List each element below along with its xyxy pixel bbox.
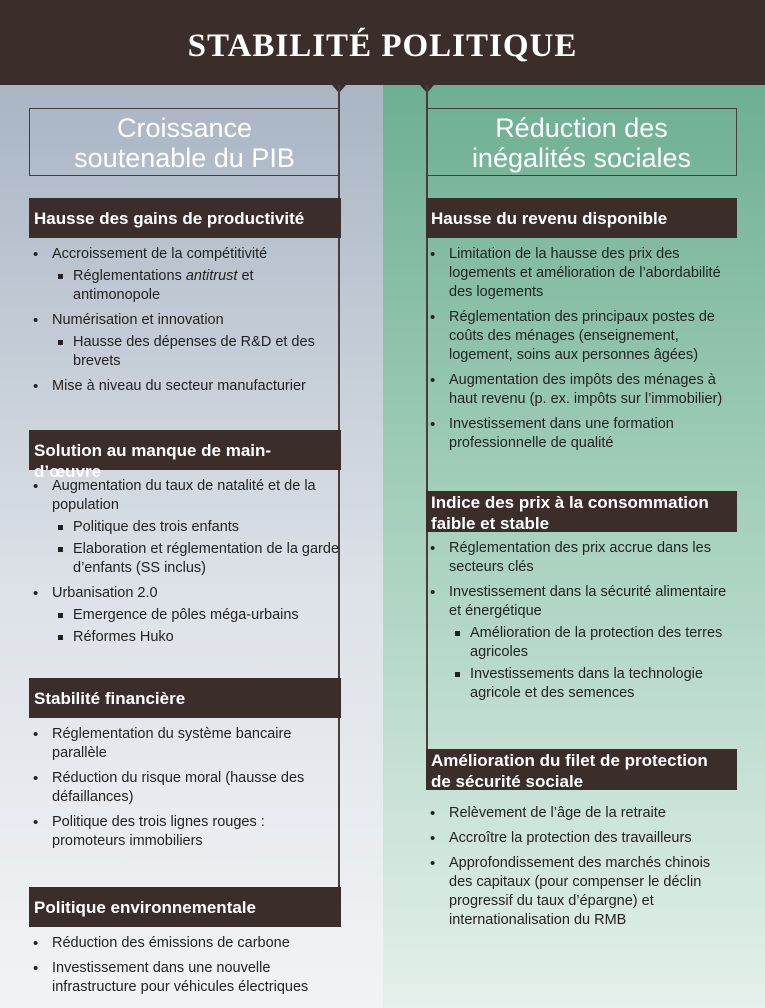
- section-title: Politique environnementale: [29, 887, 341, 927]
- list-item: • Augmentation des impôts des ménages à haut revenu (p. ex. impôts sur l’immobilier): [426, 371, 737, 409]
- section-stabilite-financiere: [29, 678, 341, 857]
- section-title: Indice des prix à la consommation faible et stable: [426, 491, 737, 532]
- sub-list-item: Emergence de pôles méga-urbains: [52, 606, 341, 625]
- list-item: • Approfondissement des marchés chinois des capitaux (pour compenser le déclin progressif du taux d’épargne) et internationalisation du RMB: [426, 854, 737, 930]
- list-item: • Augmentation du taux de natalité et de la population Politique des trois enfants Elaboration et réglementation de la garde d’enfants (SS inclus): [29, 477, 341, 578]
- list-item: • Réglementation des prix accrue dans les secteurs clés: [426, 539, 737, 577]
- section-prix: [426, 491, 737, 709]
- list-item: • Réduction des émissions de carbone: [29, 934, 341, 953]
- section-revenu: [426, 198, 737, 459]
- section-title: Hausse du revenu disponible: [426, 198, 737, 238]
- left-title-line1: Croissance: [116, 113, 253, 143]
- right-column-title: [426, 108, 737, 176]
- list-item: • Réglementation des principaux postes de coûts des ménages (enseignement, logement, soins aux personnes âgées): [426, 308, 737, 365]
- right-title-line2: inégalités sociales: [471, 143, 692, 173]
- sub-list-item: Elaboration et réglementation de la garde d’enfants (SS inclus): [52, 540, 341, 578]
- left-column-title: [29, 108, 340, 176]
- list-item: • Numérisation et innovation Hausse des dépenses de R&D et des brevets: [29, 311, 341, 371]
- section-title: Hausse des gains de productivité: [29, 198, 341, 238]
- header-bar: [0, 0, 765, 85]
- sub-list-item: Hausse des dépenses de R&D et des brevets: [52, 333, 341, 371]
- sub-list-item: Réformes Huko: [52, 628, 341, 647]
- list-item: • Accroître la protection des travailleurs: [426, 829, 737, 848]
- section-title: Amélioration du filet de protection de sécurité sociale: [426, 749, 737, 790]
- list-item: • Investissement dans une formation professionnelle de qualité: [426, 415, 737, 453]
- list-item: • Limitation de la hausse des prix des logements et amélioration de l’abordabilité des logements: [426, 245, 737, 302]
- sub-list-item: Réglementations antitrust et antimonopole: [52, 267, 341, 305]
- list-item: • Politique des trois lignes rouges : promoteurs immobiliers: [29, 813, 341, 851]
- sub-list-item: Amélioration de la protection des terres agricoles: [449, 624, 737, 662]
- page-title: STABILITÉ POLITIQUE: [187, 28, 578, 64]
- list-item: • Réglementation du système bancaire parallèle: [29, 725, 341, 763]
- section-title: Solution au manque de main-d’œuvre: [29, 430, 341, 470]
- list-item: • Investissement dans une nouvelle infrastructure pour véhicules électriques: [29, 959, 341, 997]
- section-environnement: [29, 887, 341, 1003]
- list-item: • Accroissement de la compétitivité Réglementations antitrust et antimonopole: [29, 245, 341, 305]
- section-main-oeuvre: [29, 430, 341, 653]
- list-item: • Urbanisation 2.0 Emergence de pôles méga-urbains Réformes Huko: [29, 584, 341, 647]
- sub-list-item: Investissements dans la technologie agricole et des semences: [449, 665, 737, 703]
- list-item: • Mise à niveau du secteur manufacturier: [29, 377, 341, 396]
- left-title-line2: soutenable du PIB: [74, 143, 295, 173]
- section-productivite: [29, 198, 341, 402]
- list-item: • Investissement dans la sécurité alimentaire et énergétique Amélioration de la protection des terres agricoles Investissements dans la technologie agricole et des semences: [426, 583, 737, 703]
- sub-list-item: Politique des trois enfants: [52, 518, 341, 537]
- right-title-line1: Réduction des: [495, 113, 668, 143]
- list-item: • Relèvement de l’âge de la retraite: [426, 804, 737, 823]
- list-item: • Réduction du risque moral (hausse des défaillances): [29, 769, 341, 807]
- section-securite-sociale: [426, 749, 737, 936]
- section-title: Stabilité financière: [29, 678, 341, 718]
